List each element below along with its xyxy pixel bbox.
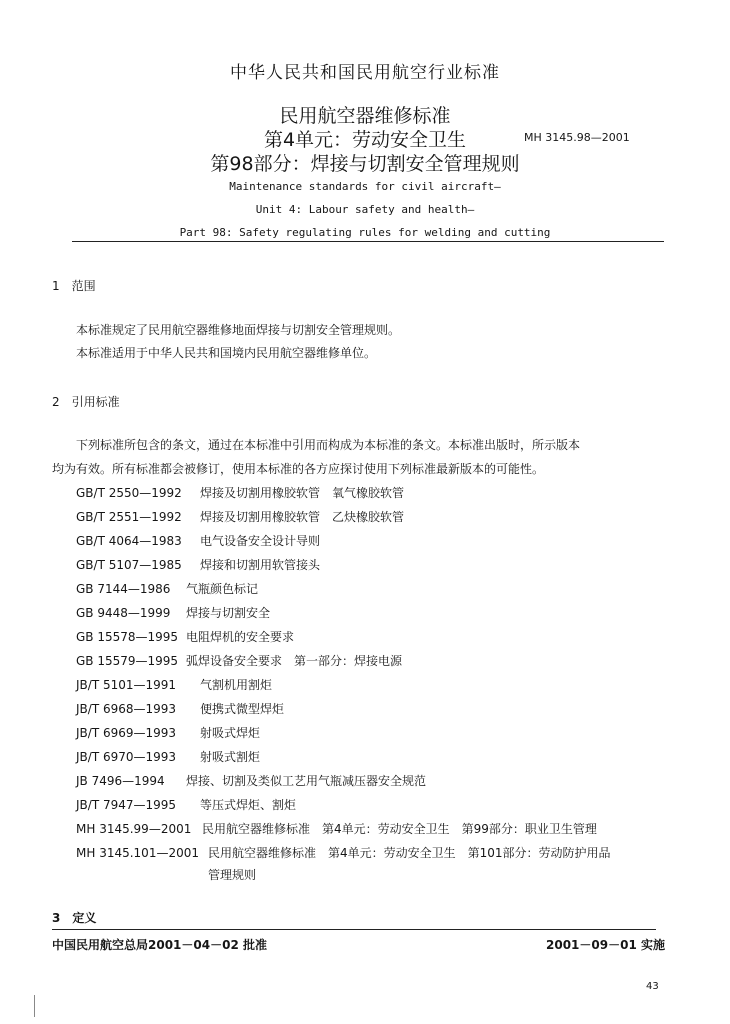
reference-code: JB/T 6968—1993	[76, 702, 177, 716]
reference-title: 弧焊设备安全要求 第一部分：焊接电源	[186, 654, 403, 668]
reference-code: MH 3145.99—2001	[76, 822, 192, 836]
reference-title: 等压式焊炬、割炬	[200, 798, 297, 812]
reference-code: GB 9448—1999	[76, 606, 171, 620]
section-2-heading: 2 引用标准	[52, 395, 120, 409]
reference-item	[76, 844, 611, 861]
reference-item	[76, 628, 294, 645]
section-1-paragraph-2: 本标准适用于中华人民共和国境内民用航空器维修单位。	[76, 346, 377, 360]
header-rule	[72, 241, 664, 242]
reference-item	[76, 820, 597, 837]
section-3-heading: 3 定义	[52, 911, 97, 925]
reference-item	[76, 676, 272, 693]
reference-title: 焊接和切割用软管接头	[200, 558, 321, 572]
reference-code: GB 15578—1995	[76, 630, 179, 644]
reference-code: JB/T 6969—1993	[76, 726, 177, 740]
reference-title: 焊接与切割安全	[186, 606, 271, 620]
reference-code: GB 15579—1995	[76, 654, 179, 668]
reference-item	[76, 796, 296, 813]
reference-title: 气瓶颜色标记	[186, 582, 259, 596]
reference-item	[76, 556, 320, 573]
reference-item	[76, 772, 426, 789]
english-title-line-2: Unit 4: Labour safety and health—	[255, 203, 475, 216]
reference-continuation: 管理规则	[208, 868, 257, 882]
reference-item	[76, 484, 404, 501]
reference-code: GB/T 2550—1992	[76, 486, 182, 500]
reference-title: 焊接及切割用橡胶软管 氧气橡胶软管	[200, 486, 405, 500]
reference-item	[76, 508, 404, 525]
reference-title: 射吸式焊炬	[200, 726, 261, 740]
reference-title: 射吸式割炬	[200, 750, 261, 764]
issuing-org-line: 中华人民共和国民用航空行业标准	[230, 63, 500, 83]
reference-code: GB/T 2551—1992	[76, 510, 182, 524]
reference-item	[76, 652, 402, 669]
reference-title: 气割机用割炬	[200, 678, 273, 692]
approval-line: 中国民用航空总局2001－04－02 批准	[52, 938, 267, 952]
reference-title: 电阻焊机的安全要求	[186, 630, 295, 644]
reference-item	[76, 604, 270, 621]
reference-item	[76, 532, 320, 549]
reference-item	[76, 724, 260, 741]
reference-code: MH 3145.101—2001	[76, 846, 199, 860]
reference-item	[76, 748, 260, 765]
reference-title: 便携式微型焊炬	[200, 702, 285, 716]
scan-edge-mark	[34, 995, 35, 1017]
reference-code: GB/T 4064—1983	[76, 534, 182, 548]
title-line-3: 第98部分：焊接与切割安全管理规则	[210, 153, 520, 175]
footer-rule	[52, 929, 656, 930]
reference-title: 民用航空器维修标准 第4单元：劳动安全卫生 第99部分：职业卫生管理	[202, 822, 597, 836]
reference-title: 焊接、切割及类似工艺用气瓶减压器安全规范	[186, 774, 427, 788]
title-line-2: 第4单元：劳动安全卫生	[263, 129, 467, 151]
standard-number: MH 3145.98—2001	[524, 131, 630, 144]
title-line-1: 民用航空器维修标准	[279, 105, 451, 127]
section-2-intro-line-2: 均为有效。所有标准都会被修订，使用本标准的各方应探讨使用下列标准最新版本的可能性。	[52, 462, 545, 476]
reference-code: GB 7144—1986	[76, 582, 171, 596]
reference-code: JB/T 5101—1991	[76, 678, 177, 692]
section-2-intro-line-1: 下列标准所包含的条文，通过在本标准中引用而构成为本标准的条文。本标准出版时，所示版本	[76, 438, 581, 452]
english-title-line-1: Maintenance standards for civil aircraft—	[229, 180, 501, 193]
reference-item	[76, 580, 258, 597]
english-title-line-3: Part 98: Safety regulating rules for welding and cutting	[179, 226, 551, 239]
reference-code: JB/T 6970—1993	[76, 750, 177, 764]
reference-code: JB/T 7947—1995	[76, 798, 177, 812]
reference-code: GB/T 5107—1985	[76, 558, 182, 572]
reference-item	[76, 700, 284, 717]
reference-code: JB 7496—1994	[76, 774, 165, 788]
reference-title: 电气设备安全设计导则	[200, 534, 321, 548]
section-1-heading: 1 范围	[52, 279, 96, 293]
reference-title: 焊接及切割用橡胶软管 乙炔橡胶软管	[200, 510, 405, 524]
reference-title: 民用航空器维修标准 第4单元：劳动安全卫生 第101部分：劳动防护用品	[208, 846, 611, 860]
effective-date: 2001－09－01 实施	[546, 938, 665, 952]
section-1-paragraph-1: 本标准规定了民用航空器维修地面焊接与切割安全管理规则。	[76, 323, 401, 337]
page-number: 43	[646, 981, 659, 992]
